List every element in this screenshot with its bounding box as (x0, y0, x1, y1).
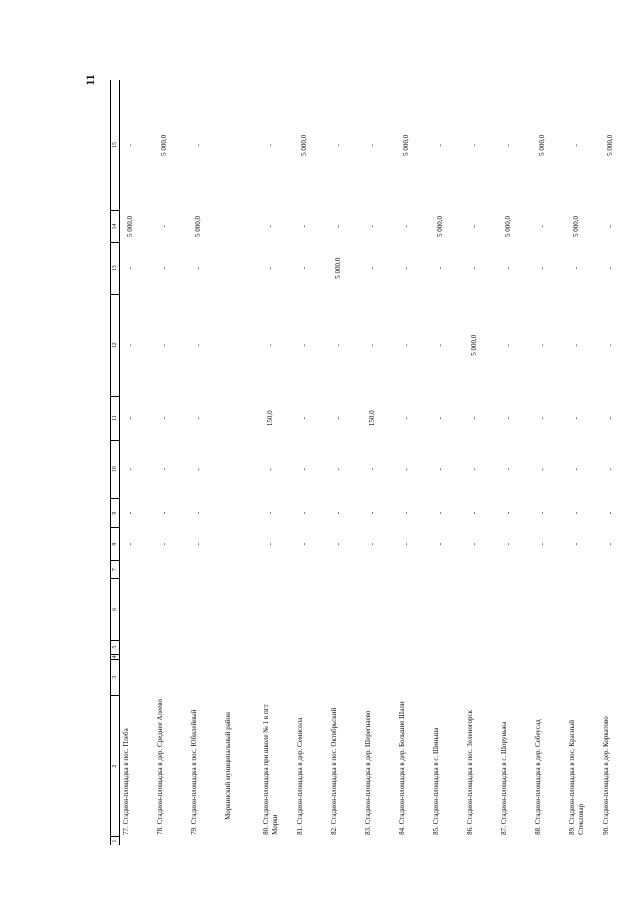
object-name-cell: 80. Стадион-площадка при школе № 1 в пгт Морки (262, 704, 279, 835)
value-cell: - (572, 543, 580, 546)
value-cell: - (402, 417, 410, 420)
empty-cell (222, 294, 260, 396)
object-name-cell: 83. Стадион-площадка в дер. Шерегнаево (364, 710, 372, 835)
empty-cell (498, 579, 532, 640)
value-cell: - (126, 344, 134, 347)
empty-cell (260, 837, 294, 845)
empty-cell (294, 659, 328, 695)
table-row (188, 80, 222, 845)
value-cell: 5 000,0 (300, 134, 308, 156)
value-cell: - (538, 468, 546, 471)
value-cell: - (266, 511, 274, 515)
empty-cell (600, 579, 634, 640)
header-row (111, 80, 120, 845)
value-cell: - (436, 543, 444, 546)
value-cell: - (194, 543, 202, 546)
rotated-table-container (110, 80, 614, 845)
empty-cell (188, 659, 222, 695)
value-cell: - (470, 267, 478, 270)
value-cell: - (436, 267, 444, 270)
column-header: 10 (111, 440, 120, 498)
empty-cell (328, 659, 362, 695)
value-cell: - (402, 344, 410, 347)
value-cell: - (538, 267, 546, 270)
empty-cell (362, 659, 396, 695)
empty-cell (120, 659, 155, 695)
empty-cell (222, 498, 260, 528)
value-cell: - (126, 468, 134, 471)
empty-cell (222, 640, 260, 654)
value-cell: 5 000,0 (402, 134, 410, 156)
empty-cell (294, 579, 328, 640)
empty-cell (188, 654, 222, 659)
empty-cell (328, 837, 362, 845)
empty-cell (464, 640, 498, 654)
value-cell: - (194, 468, 202, 471)
table-row (430, 80, 464, 845)
empty-cell (188, 560, 222, 578)
table-row (566, 80, 600, 845)
value-cell: - (538, 417, 546, 420)
column-header: 9 (111, 498, 120, 528)
empty-cell (222, 396, 260, 440)
value-cell: - (572, 468, 580, 471)
value-cell: 150,0 (266, 410, 274, 427)
value-cell: 5 000,0 (126, 215, 134, 237)
table-row (120, 80, 155, 845)
empty-cell (120, 579, 155, 640)
table-row (498, 80, 532, 845)
empty-cell (498, 659, 532, 695)
value-cell: - (334, 344, 342, 347)
table-row (396, 80, 430, 845)
value-cell: - (368, 511, 376, 515)
table-row (294, 80, 328, 845)
column-header: 15 (111, 80, 120, 211)
value-cell: - (572, 417, 580, 420)
column-header: 11 (111, 396, 120, 440)
empty-cell (154, 560, 188, 578)
empty-cell (600, 560, 634, 578)
value-cell: - (572, 144, 580, 147)
value-cell: - (368, 543, 376, 546)
value-cell: - (194, 511, 202, 515)
value-cell: - (470, 468, 478, 471)
empty-cell (154, 837, 188, 845)
value-cell: - (334, 225, 342, 228)
empty-cell (154, 640, 188, 654)
empty-cell (294, 654, 328, 659)
object-name-cell: 88. Стадион-площадка в дер. Себеусад (534, 719, 542, 835)
column-header: 8 (111, 528, 120, 561)
value-cell: - (436, 511, 444, 515)
table-row (464, 80, 498, 845)
value-cell: - (160, 344, 168, 347)
empty-cell (328, 560, 362, 578)
table-row (600, 80, 634, 845)
empty-cell (120, 640, 155, 654)
value-cell: - (126, 144, 134, 147)
empty-cell (362, 640, 396, 654)
empty-cell (396, 560, 430, 578)
empty-cell (566, 654, 600, 659)
empty-cell (430, 659, 464, 695)
value-cell: - (368, 225, 376, 228)
value-cell: - (266, 225, 274, 228)
column-header: 2 (111, 695, 120, 837)
empty-cell (120, 837, 155, 845)
value-cell: - (402, 543, 410, 546)
empty-cell (222, 579, 260, 640)
value-cell: - (334, 144, 342, 147)
group-name-cell: Моркинский муниципальный район (224, 712, 232, 820)
empty-cell (222, 440, 260, 498)
empty-cell (154, 659, 188, 695)
value-cell: - (402, 267, 410, 270)
empty-cell (188, 579, 222, 640)
object-name-cell: 77. Стадион-площадка в пос. Плеба (122, 728, 130, 835)
empty-cell (362, 560, 396, 578)
object-name-cell: 79. Стадион-площадка в пос. Юбилейный (190, 709, 198, 835)
empty-cell (464, 659, 498, 695)
empty-cell (532, 640, 566, 654)
value-cell: - (126, 417, 134, 420)
object-name-cell: 85. Стадион-площадка в с. Шиньша (432, 727, 440, 835)
empty-cell (328, 579, 362, 640)
value-cell: - (300, 468, 308, 471)
value-cell: - (160, 267, 168, 270)
empty-cell (532, 837, 566, 845)
value-cell: - (160, 468, 168, 471)
column-header: 5 (111, 640, 120, 654)
table-row (328, 80, 362, 845)
value-cell: - (504, 511, 512, 515)
value-cell: - (572, 344, 580, 347)
value-cell: - (300, 225, 308, 228)
column-header: 3 (111, 659, 120, 695)
value-cell: - (436, 144, 444, 147)
empty-cell (430, 560, 464, 578)
program-table (110, 80, 634, 845)
value-cell: - (572, 267, 580, 270)
empty-cell (464, 654, 498, 659)
empty-cell (294, 640, 328, 654)
empty-cell (396, 837, 430, 845)
table-row (532, 80, 566, 845)
value-cell: - (126, 267, 134, 270)
object-name-cell: 81. Стадион-площадка в дер. Семисола (296, 717, 304, 835)
value-cell: - (266, 468, 274, 471)
value-cell: - (504, 543, 512, 546)
column-header: 6 (111, 579, 120, 640)
empty-cell (222, 837, 260, 845)
empty-cell (328, 640, 362, 654)
value-cell: - (160, 543, 168, 546)
value-cell: - (402, 225, 410, 228)
empty-cell (396, 579, 430, 640)
value-cell: - (436, 417, 444, 420)
value-cell: - (606, 417, 614, 420)
empty-cell (260, 654, 294, 659)
value-cell: - (504, 344, 512, 347)
empty-cell (154, 579, 188, 640)
empty-cell (566, 560, 600, 578)
empty-cell (430, 640, 464, 654)
empty-cell (532, 659, 566, 695)
value-cell: - (572, 511, 580, 515)
empty-cell (260, 640, 294, 654)
value-cell: 5 000,0 (538, 134, 546, 156)
empty-cell (464, 579, 498, 640)
value-cell: - (160, 417, 168, 420)
object-name-cell: 86. Стадион-площадка в пос. Зеленогорск (466, 709, 474, 835)
value-cell: 5 000,0 (194, 215, 202, 237)
empty-cell (222, 528, 260, 561)
value-cell: - (470, 543, 478, 546)
value-cell: - (504, 267, 512, 270)
empty-cell (532, 560, 566, 578)
empty-cell (600, 640, 634, 654)
empty-cell (328, 654, 362, 659)
empty-cell (222, 242, 260, 294)
object-name-cell: 89. Стадион-площадка в пос. Красный Стекловар (568, 720, 585, 835)
value-cell: 5 000,0 (572, 215, 580, 237)
object-name-cell: 78. Стадион-площадка в дер. Среднее Алеево (156, 698, 164, 835)
column-header: 4 (112, 655, 118, 659)
empty-cell (188, 837, 222, 845)
table-row (260, 80, 294, 845)
empty-cell (600, 654, 634, 659)
value-cell: 5 000,0 (606, 134, 614, 156)
object-name-cell: 90. Стадион-площадка в дер. Коркатово (602, 716, 610, 835)
empty-cell (498, 640, 532, 654)
value-cell: - (606, 344, 614, 347)
value-cell: - (334, 468, 342, 471)
value-cell: - (368, 267, 376, 270)
value-cell: - (402, 511, 410, 515)
empty-cell (154, 654, 188, 659)
value-cell: - (266, 267, 274, 270)
value-cell: - (334, 417, 342, 420)
value-cell: - (160, 225, 168, 228)
value-cell: - (606, 511, 614, 515)
value-cell: - (126, 511, 134, 515)
value-cell: - (266, 144, 274, 147)
empty-cell (396, 654, 430, 659)
value-cell: - (368, 344, 376, 347)
empty-cell (498, 837, 532, 845)
value-cell: 5 000,0 (470, 334, 478, 356)
empty-cell (566, 640, 600, 654)
value-cell: - (194, 267, 202, 270)
value-cell: - (266, 543, 274, 546)
value-cell: - (194, 417, 202, 420)
empty-cell (260, 659, 294, 695)
empty-cell (294, 837, 328, 845)
value-cell: - (300, 511, 308, 515)
empty-cell (222, 654, 260, 659)
value-cell: - (266, 344, 274, 347)
empty-cell (362, 837, 396, 845)
value-cell: - (538, 344, 546, 347)
object-name-cell: 82. Стадион-площадка в пос. Октябрьский (330, 707, 338, 835)
value-cell: - (160, 511, 168, 515)
empty-cell (600, 659, 634, 695)
empty-cell (362, 579, 396, 640)
empty-cell (566, 579, 600, 640)
empty-cell (566, 659, 600, 695)
empty-cell (222, 211, 260, 243)
value-cell: - (334, 511, 342, 515)
empty-cell (222, 80, 260, 211)
value-cell: - (300, 417, 308, 420)
empty-cell (498, 654, 532, 659)
empty-cell (532, 579, 566, 640)
value-cell: - (470, 144, 478, 147)
value-cell: 5 000,0 (334, 257, 342, 279)
value-cell: - (300, 267, 308, 270)
object-name-cell: 84. Стадион-площадка в дер. Большие Шали (398, 701, 406, 835)
value-cell: 150,0 (368, 410, 376, 427)
column-header: 12 (111, 294, 120, 396)
table-row (362, 80, 396, 845)
empty-cell (464, 560, 498, 578)
value-cell: - (606, 267, 614, 270)
empty-cell (294, 560, 328, 578)
value-cell: - (504, 468, 512, 471)
empty-cell (120, 560, 155, 578)
empty-cell (188, 640, 222, 654)
value-cell: - (368, 468, 376, 471)
value-cell: - (470, 511, 478, 515)
empty-cell (430, 579, 464, 640)
value-cell: 5 000,0 (160, 134, 168, 156)
group-row (222, 80, 260, 845)
value-cell: - (402, 468, 410, 471)
value-cell: - (504, 144, 512, 147)
column-header: 14 (111, 211, 120, 243)
empty-cell (464, 837, 498, 845)
value-cell: - (368, 144, 376, 147)
empty-cell (498, 560, 532, 578)
value-cell: - (334, 543, 342, 546)
empty-cell (260, 579, 294, 640)
value-cell: - (194, 144, 202, 147)
empty-cell (222, 560, 260, 578)
column-header: 13 (111, 242, 120, 294)
object-name-cell: 87. Стадион-площадка в с. Шоруньжа (500, 721, 508, 835)
value-cell: - (504, 417, 512, 420)
empty-cell (396, 640, 430, 654)
value-cell: - (126, 543, 134, 546)
value-cell: - (300, 344, 308, 347)
column-header: 7 (111, 560, 120, 578)
table-body (120, 80, 635, 845)
value-cell: 5 000,0 (436, 215, 444, 237)
value-cell: - (300, 543, 308, 546)
empty-cell (566, 837, 600, 845)
value-cell: - (606, 468, 614, 471)
value-cell: - (194, 344, 202, 347)
empty-cell (120, 654, 155, 659)
empty-cell (430, 654, 464, 659)
table-row (154, 80, 188, 845)
empty-cell (430, 837, 464, 845)
empty-cell (532, 654, 566, 659)
value-cell: - (606, 543, 614, 546)
empty-cell (222, 659, 260, 695)
value-cell: - (470, 417, 478, 420)
column-header: 1 (111, 837, 120, 845)
value-cell: - (436, 344, 444, 347)
value-cell: - (538, 511, 546, 515)
empty-cell (260, 560, 294, 578)
page-number: 11 (82, 74, 97, 86)
value-cell: 5 000,0 (504, 215, 512, 237)
value-cell: - (470, 225, 478, 228)
value-cell: - (436, 468, 444, 471)
empty-cell (362, 654, 396, 659)
value-cell: - (538, 543, 546, 546)
empty-cell (600, 837, 634, 845)
value-cell: - (606, 225, 614, 228)
empty-cell (396, 659, 430, 695)
value-cell: - (538, 225, 546, 228)
